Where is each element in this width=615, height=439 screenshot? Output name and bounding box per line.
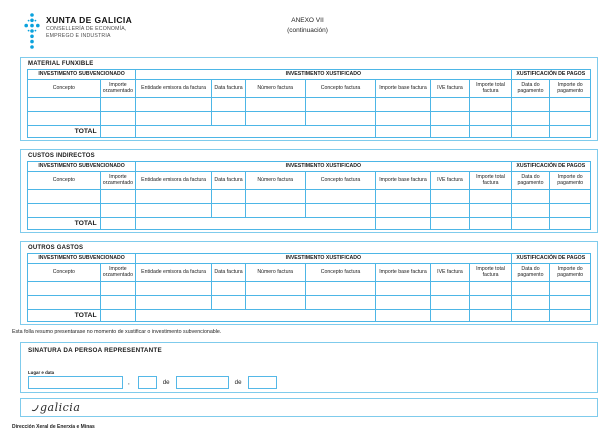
form-cell[interactable] xyxy=(245,190,305,204)
form-cell[interactable] xyxy=(511,190,550,204)
total-importe-total-cell[interactable] xyxy=(470,126,511,138)
form-cell[interactable] xyxy=(430,190,470,204)
form-cell[interactable] xyxy=(212,98,246,112)
total-importe-orzamentado-cell[interactable] xyxy=(100,218,135,230)
form-cell[interactable] xyxy=(245,204,305,218)
total-importe-base-cell[interactable] xyxy=(376,218,430,230)
column-header-concepto-factura: Concepto factura xyxy=(305,264,376,282)
form-cell[interactable] xyxy=(305,112,376,126)
total-importe-pagamento-cell[interactable] xyxy=(550,218,591,230)
form-cell[interactable] xyxy=(550,296,591,310)
form-cell[interactable] xyxy=(100,282,135,296)
form-cell[interactable] xyxy=(550,190,591,204)
column-header-importe-pagamento: Importe do pagamento xyxy=(550,172,591,190)
signature-section xyxy=(20,342,598,393)
column-header-entidade-emisora: Entidade emisora da factura xyxy=(136,264,212,282)
summary-note: Esta folla resumo presentarase no momento de xustificar o investimento subvencionable. xyxy=(12,329,222,335)
total-row xyxy=(28,218,591,230)
column-header-concepto-factura: Concepto factura xyxy=(305,172,376,190)
column-header-concepto: Concepto xyxy=(28,80,101,98)
form-cell[interactable] xyxy=(212,282,246,296)
form-cell[interactable] xyxy=(28,190,101,204)
total-label: TOTAL xyxy=(28,310,101,322)
column-header-numero-factura: Número factura xyxy=(245,264,305,282)
brand-department-line1: CONSELLERÍA DE ECONOMÍA, xyxy=(46,26,127,32)
form-cell[interactable] xyxy=(245,112,305,126)
column-header-ive-factura: IVE factura xyxy=(430,80,470,98)
table-title: MATERIAL FUNXIBLE xyxy=(28,61,94,67)
form-cell[interactable] xyxy=(511,204,550,218)
form-cell[interactable] xyxy=(28,98,101,112)
form-cell[interactable] xyxy=(511,98,550,112)
total-importe-pagamento-cell[interactable] xyxy=(550,126,591,138)
group-header-pagos: XUSTIFICACIÓN DE PAGOS xyxy=(511,70,590,80)
group-header-subvencionado: INVESTIMENTO SUBVENCIONADO xyxy=(28,254,136,264)
expense-table xyxy=(27,69,591,138)
table-title: OUTROS GASTOS xyxy=(28,245,84,251)
brand-department-line2: EMPREGO E INDUSTRIA xyxy=(46,33,111,40)
footer-department: Dirección Xeral de Enerxía e Minas xyxy=(12,424,95,430)
expense-table-section xyxy=(20,149,598,233)
form-cell[interactable] xyxy=(212,296,246,310)
form-cell[interactable] xyxy=(376,98,430,112)
form-cell[interactable] xyxy=(470,190,511,204)
column-header-importe-base: Importe base factura xyxy=(376,172,430,190)
expense-table-section xyxy=(20,57,598,141)
galicia-swash-icon xyxy=(31,399,39,417)
form-cell[interactable] xyxy=(430,296,470,310)
form-cell[interactable] xyxy=(245,282,305,296)
group-header-row xyxy=(28,162,591,172)
total-merged-cell xyxy=(136,310,376,322)
form-cell[interactable] xyxy=(430,98,470,112)
place-date-row xyxy=(28,376,277,389)
form-cell[interactable] xyxy=(136,282,212,296)
form-cell[interactable] xyxy=(136,204,212,218)
total-data-pagamento-cell[interactable] xyxy=(511,310,550,322)
form-cell[interactable] xyxy=(511,296,550,310)
form-cell[interactable] xyxy=(470,204,511,218)
form-cell[interactable] xyxy=(100,190,135,204)
column-header-concepto: Concepto xyxy=(28,264,101,282)
total-ive-cell[interactable] xyxy=(430,126,470,138)
annex-subtitle: (continuación) xyxy=(287,26,328,34)
table-row xyxy=(28,282,591,296)
form-cell[interactable] xyxy=(100,204,135,218)
total-importe-base-cell[interactable] xyxy=(376,126,430,138)
total-label: TOTAL xyxy=(28,126,101,138)
place-field[interactable] xyxy=(28,376,123,389)
group-header-row xyxy=(28,70,591,80)
form-cell[interactable] xyxy=(305,204,376,218)
day-field[interactable] xyxy=(138,376,157,389)
annex-title-block xyxy=(0,16,615,36)
total-importe-orzamentado-cell[interactable] xyxy=(100,126,135,138)
form-cell[interactable] xyxy=(28,296,101,310)
table-title: CUSTOS INDIRECTOS xyxy=(28,153,95,159)
total-row xyxy=(28,126,591,138)
column-header-importe-base: Importe base factura xyxy=(376,80,430,98)
form-cell[interactable] xyxy=(212,190,246,204)
form-cell[interactable] xyxy=(28,282,101,296)
total-row xyxy=(28,310,591,322)
form-cell[interactable] xyxy=(550,204,591,218)
tables-container xyxy=(20,57,598,333)
form-cell[interactable] xyxy=(430,112,470,126)
form-cell[interactable] xyxy=(430,282,470,296)
form-cell[interactable] xyxy=(28,112,101,126)
table-row xyxy=(28,112,591,126)
form-cell[interactable] xyxy=(245,98,305,112)
form-cell[interactable] xyxy=(28,204,101,218)
total-importe-total-cell[interactable] xyxy=(470,218,511,230)
form-cell[interactable] xyxy=(136,296,212,310)
month-field[interactable] xyxy=(176,376,229,389)
total-importe-pagamento-cell[interactable] xyxy=(550,310,591,322)
form-cell[interactable] xyxy=(212,112,246,126)
form-cell[interactable] xyxy=(550,112,591,126)
expense-table xyxy=(27,161,591,230)
form-cell[interactable] xyxy=(376,190,430,204)
table-row xyxy=(28,296,591,310)
column-header-concepto-factura: Concepto factura xyxy=(305,80,376,98)
column-header-importe-total: Importe total factura xyxy=(470,264,511,282)
total-importe-total-cell[interactable] xyxy=(470,310,511,322)
table-row xyxy=(28,98,591,112)
group-header-xustificado: INVESTIMENTO XUSTIFICADO xyxy=(136,70,511,80)
place-date-label: Lugar e data xyxy=(28,370,55,375)
column-header-data-pagamento: Data do pagamento xyxy=(511,264,550,282)
form-cell[interactable] xyxy=(376,204,430,218)
form-cell[interactable] xyxy=(376,112,430,126)
group-header-subvencionado: INVESTIMENTO SUBVENCIONADO xyxy=(28,70,136,80)
group-header-row xyxy=(28,254,591,264)
column-header-numero-factura: Número factura xyxy=(245,172,305,190)
total-data-pagamento-cell[interactable] xyxy=(511,218,550,230)
form-cell[interactable] xyxy=(470,296,511,310)
group-header-xustificado: INVESTIMENTO XUSTIFICADO xyxy=(136,254,511,264)
total-merged-cell xyxy=(136,126,376,138)
comma-separator: , xyxy=(128,379,130,386)
form-cell[interactable] xyxy=(430,204,470,218)
form-cell[interactable] xyxy=(136,98,212,112)
form-cell[interactable] xyxy=(136,112,212,126)
expense-table-section xyxy=(20,241,598,325)
column-header-entidade-emisora: Entidade emisora da factura xyxy=(136,80,212,98)
column-header-importe-total: Importe total factura xyxy=(470,172,511,190)
de-separator-2: de xyxy=(234,379,242,386)
total-ive-cell[interactable] xyxy=(430,218,470,230)
de-separator-1: de xyxy=(162,379,170,386)
total-importe-base-cell[interactable] xyxy=(376,310,430,322)
form-cell[interactable] xyxy=(550,98,591,112)
column-header-importe-pagamento: Importe do pagamento xyxy=(550,80,591,98)
form-cell[interactable] xyxy=(100,112,135,126)
year-field[interactable] xyxy=(248,376,277,389)
column-header-importe-orzamentado: Importe orzamentado xyxy=(100,264,135,282)
total-ive-cell[interactable] xyxy=(430,310,470,322)
form-cell[interactable] xyxy=(212,204,246,218)
form-cell[interactable] xyxy=(100,98,135,112)
column-header-data-pagamento: Data do pagamento xyxy=(511,172,550,190)
form-cell[interactable] xyxy=(470,282,511,296)
column-header-concepto: Concepto xyxy=(28,172,101,190)
form-cell[interactable] xyxy=(305,296,376,310)
galicia-logo: galicia xyxy=(40,401,81,414)
brand-name: XUNTA DE GALICIA xyxy=(46,15,133,25)
form-cell[interactable] xyxy=(470,98,511,112)
signature-title: SINATURA DA PERSOA REPRESENTANTE xyxy=(28,347,162,354)
column-header-row xyxy=(28,264,591,282)
column-header-row xyxy=(28,80,591,98)
form-cell[interactable] xyxy=(245,296,305,310)
form-cell[interactable] xyxy=(511,282,550,296)
column-header-importe-pagamento: Importe do pagamento xyxy=(550,264,591,282)
table-row xyxy=(28,204,591,218)
total-importe-orzamentado-cell[interactable] xyxy=(100,310,135,322)
form-cell[interactable] xyxy=(100,296,135,310)
form-cell[interactable] xyxy=(511,112,550,126)
form-cell[interactable] xyxy=(550,282,591,296)
column-header-importe-orzamentado: Importe orzamentado xyxy=(100,172,135,190)
group-header-subvencionado: INVESTIMENTO SUBVENCIONADO xyxy=(28,162,136,172)
form-cell[interactable] xyxy=(376,296,430,310)
form-cell[interactable] xyxy=(376,282,430,296)
form-cell[interactable] xyxy=(470,112,511,126)
column-header-data-pagamento: Data do pagamento xyxy=(511,80,550,98)
form-cell[interactable] xyxy=(305,98,376,112)
group-header-pagos: XUSTIFICACIÓN DE PAGOS xyxy=(511,162,590,172)
form-cell[interactable] xyxy=(136,190,212,204)
total-merged-cell xyxy=(136,218,376,230)
column-header-ive-factura: IVE factura xyxy=(430,264,470,282)
column-header-entidade-emisora: Entidade emisora da factura xyxy=(136,172,212,190)
column-header-data-factura: Data factura xyxy=(212,264,246,282)
expense-table xyxy=(27,253,591,322)
table-row xyxy=(28,190,591,204)
form-cell[interactable] xyxy=(305,282,376,296)
column-header-numero-factura: Número factura xyxy=(245,80,305,98)
column-header-importe-orzamentado: Importe orzamentado xyxy=(100,80,135,98)
annex-title: ANEXO VII xyxy=(291,17,324,24)
column-header-data-factura: Data factura xyxy=(212,80,246,98)
column-header-importe-total: Importe total factura xyxy=(470,80,511,98)
form-cell[interactable] xyxy=(305,190,376,204)
column-header-importe-base: Importe base factura xyxy=(376,264,430,282)
column-header-row xyxy=(28,172,591,190)
group-header-xustificado: INVESTIMENTO XUSTIFICADO xyxy=(136,162,511,172)
group-header-pagos: XUSTIFICACIÓN DE PAGOS xyxy=(511,254,590,264)
column-header-ive-factura: IVE factura xyxy=(430,172,470,190)
total-label: TOTAL xyxy=(28,218,101,230)
total-data-pagamento-cell[interactable] xyxy=(511,126,550,138)
galicia-logo-box xyxy=(20,398,598,417)
column-header-data-factura: Data factura xyxy=(212,172,246,190)
